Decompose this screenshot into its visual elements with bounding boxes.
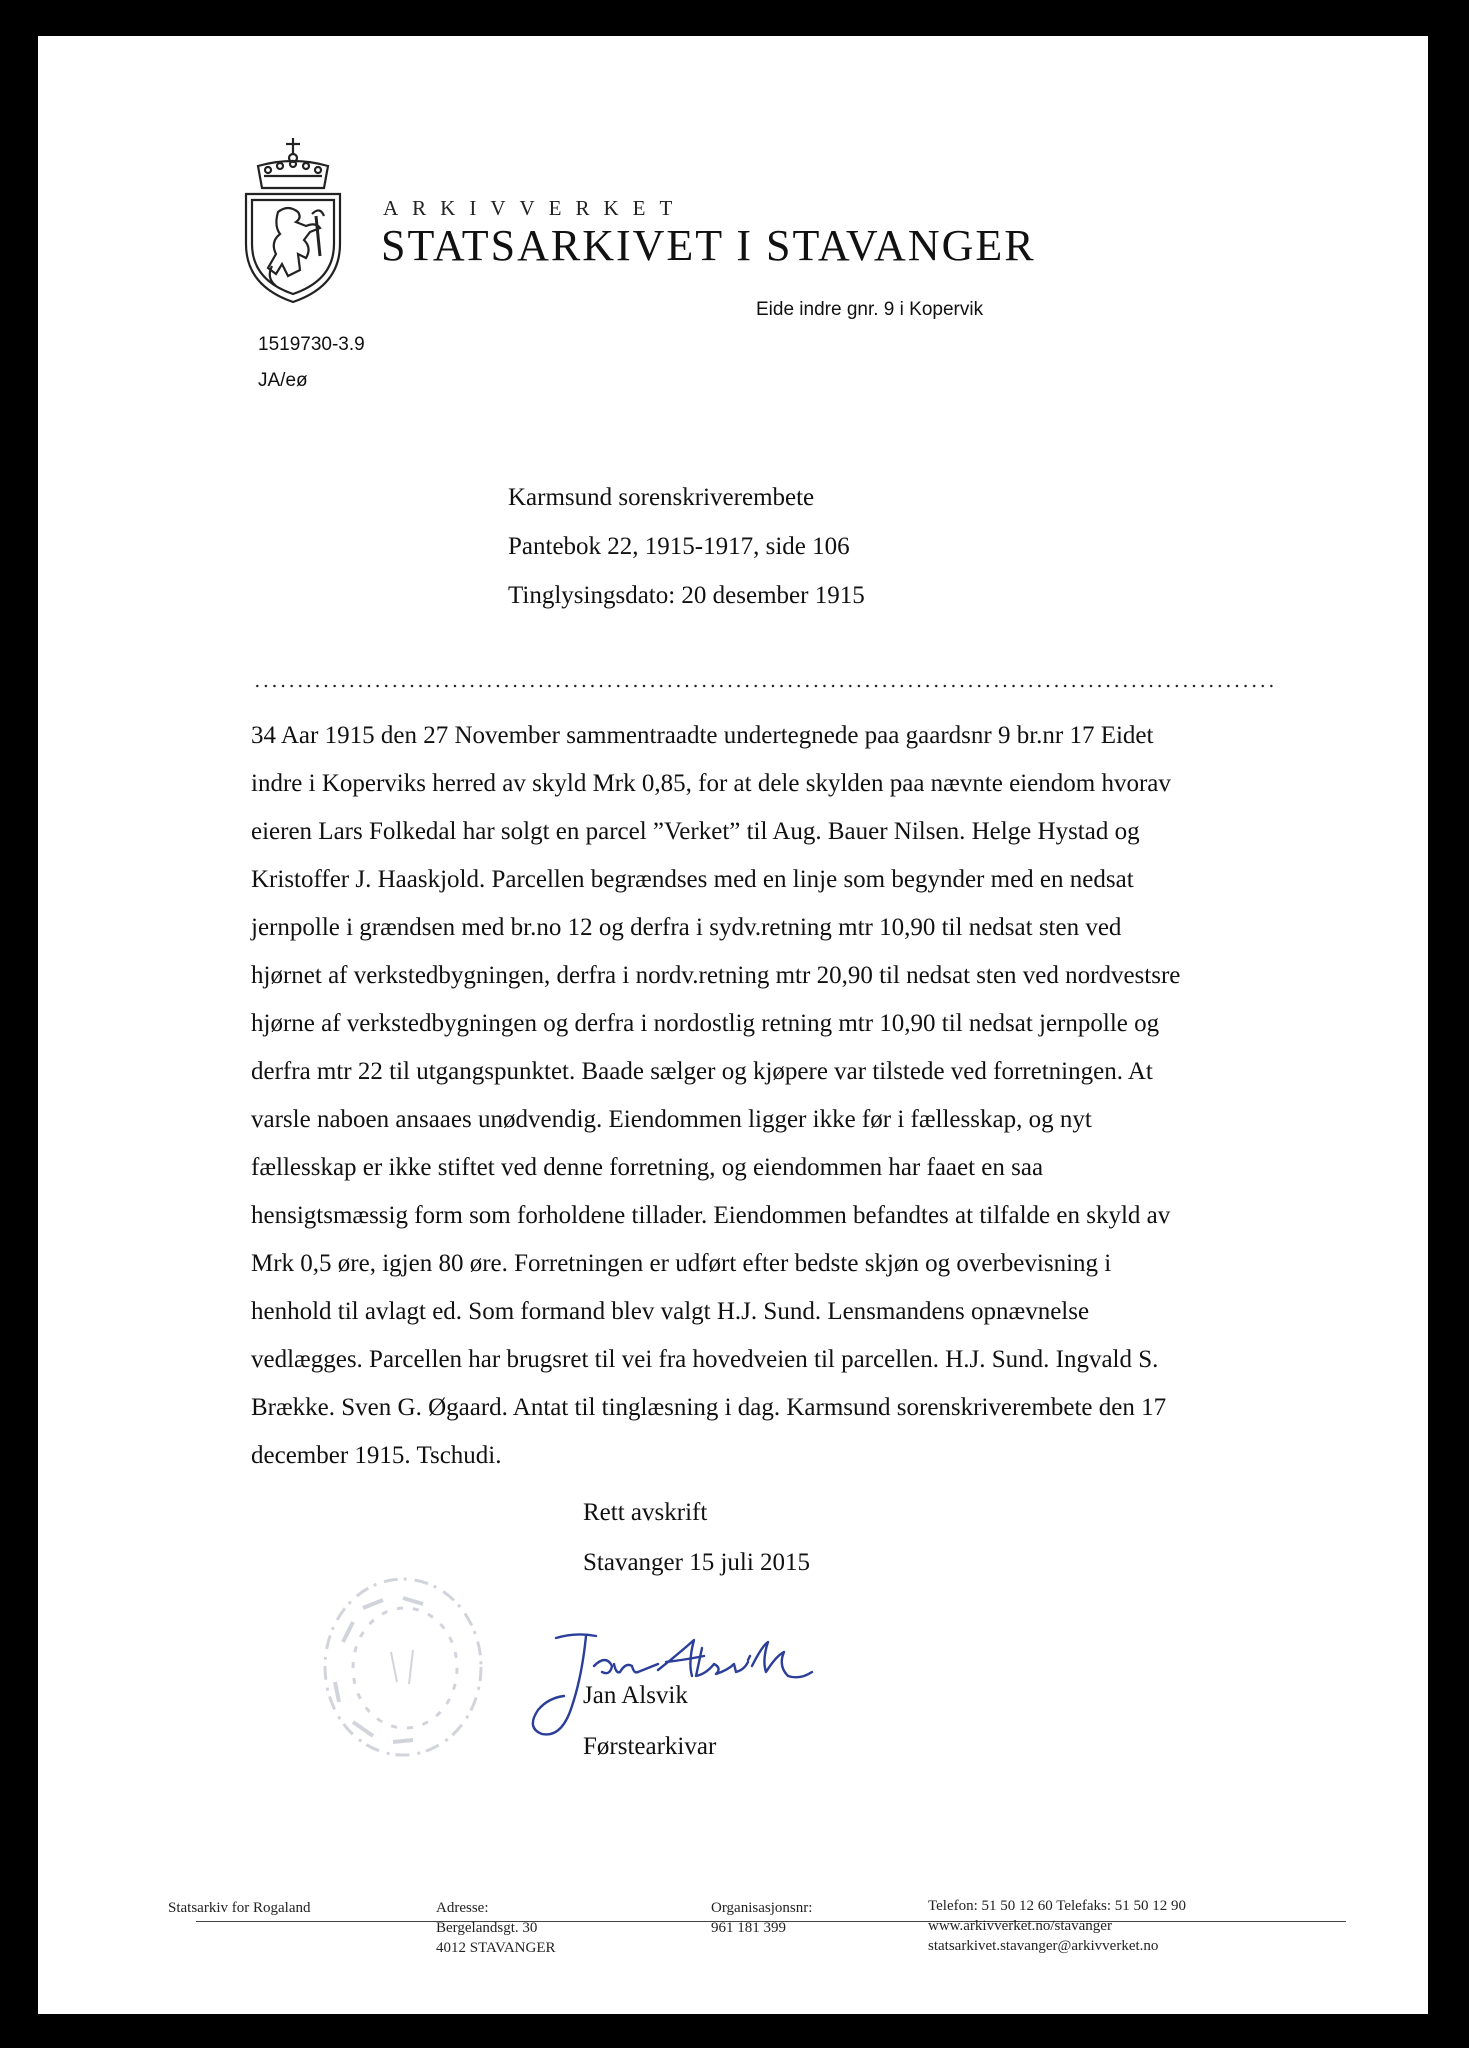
body-line: hjørne af verkstedbygningen og derfra i nordostlig retning mtr 10,90 til nedsat jernpolle og [251, 1010, 1160, 1037]
body-line: hensigtsmæssig form som forholdene tillader. Eiendommen befandtes at tilfalde en skyld av [251, 1202, 1171, 1229]
footer-org-number: 961 181 399 [711, 1920, 786, 1936]
body-line: fællesskap er ikke stiftet ved denne forretning, og eiendommen har faaet en saa [251, 1154, 1044, 1181]
body-line: Kristoffer J. Haaskjold. Parcellen begrændses med en linje som begynder med en nedsat [251, 866, 1134, 893]
archive-stamp [313, 1572, 483, 1762]
source-court: Karmsund sorenskriverembete [508, 484, 815, 511]
footer-address-street: Bergelandsgt. 30 [436, 1920, 538, 1936]
dotted-separator [253, 684, 1273, 688]
source-date: Tinglysingsdato: 20 desember 1915 [508, 582, 865, 609]
document-page [38, 36, 1428, 2014]
body-line: varsle naboen ansaaes unødvendig. Eiendommen ligger ikke før i fællesskap, og nyt [251, 1106, 1092, 1133]
body-line: 34 Aar 1915 den 27 November sammentraadte undertegnede paa gaardsnr 9 br.nr 17 Eidet [251, 722, 1154, 749]
signatory-title: Førstearkivar [583, 1733, 717, 1760]
body-line: Mrk 0,5 øre, igjen 80 øre. Forretningen er udført efter bedste skjøn og overbevisning i [251, 1250, 1112, 1277]
initials: JA/eø [258, 370, 308, 391]
footer-email[interactable]: statsarkivet.stavanger@arkivverket.no [928, 1938, 1159, 1954]
body-line: henhold til avlagt ed. Som formand blev valgt H.J. Sund. Lensmandens opnævnelse [251, 1298, 1090, 1325]
body-line: derfra mtr 22 til utgangspunktet. Baade sælger og kjøpere var tilstede ved forretningen. At [251, 1058, 1153, 1085]
footer-address [436, 1898, 556, 1958]
body-line: hjørnet af verkstedbygningen, derfra i nordv.retning mtr 20,90 til nedsat sten ved nordvestsre [251, 962, 1181, 989]
footer-contact [928, 1896, 1186, 1956]
body-line: eieren Lars Folkedal har solgt en parcel ”Verket” til Aug. Bauer Nilsen. Helge Hystad og [251, 818, 1140, 845]
transcription-body [251, 712, 1341, 1480]
agency-name: ARKIVVERKET [383, 196, 687, 220]
footer-org-label: Organisasjonsnr: [711, 1900, 813, 1916]
subject-line: Eide indre gnr. 9 i Kopervik [756, 299, 984, 320]
body-line: jernpolle i grændsen med br.no 12 og derfra i sydv.retning mtr 10,90 til nedsat sten ved [251, 914, 1122, 941]
place-date: Stavanger 15 juli 2015 [583, 1549, 811, 1576]
certification-text: Rett avskrift [583, 1499, 708, 1526]
body-line: vedlægges. Parcellen har brugsret til vei fra hovedveien til parcellen. H.J. Sund. Ingvald S. [251, 1346, 1159, 1373]
footer-address-label: Adresse: [436, 1900, 489, 1916]
footer-website[interactable]: www.arkivverket.no/stavanger [928, 1918, 1112, 1934]
case-number: 1519730-3.9 [258, 334, 365, 355]
footer-address-city: 4012 STAVANGER [436, 1940, 556, 1956]
body-line: december 1915. Tschudi. [251, 1442, 502, 1469]
source-volume: Pantebok 22, 1915-1917, side 106 [508, 533, 850, 560]
body-line: indre i Koperviks herred av skyld Mrk 0,85, for at dele skylden paa nævnte eiendom hvorav [251, 770, 1171, 797]
body-line: Brække. Sven G. Øgaard. Antat til tinglæsning i dag. Karmsund sorenskriverembete den 17 [251, 1394, 1167, 1421]
footer-organization [711, 1898, 812, 1938]
footer-institution: Statsarkiv for Rogaland [168, 1900, 311, 1916]
coat-of-arms-icon [228, 136, 358, 306]
office-name: STATSARKIVET I STAVANGER [381, 221, 1036, 270]
footer-phone-fax: Telefon: 51 50 12 60 Telefaks: 51 50 12 90 [928, 1898, 1186, 1914]
signatory-name: Jan Alsvik [583, 1682, 688, 1709]
